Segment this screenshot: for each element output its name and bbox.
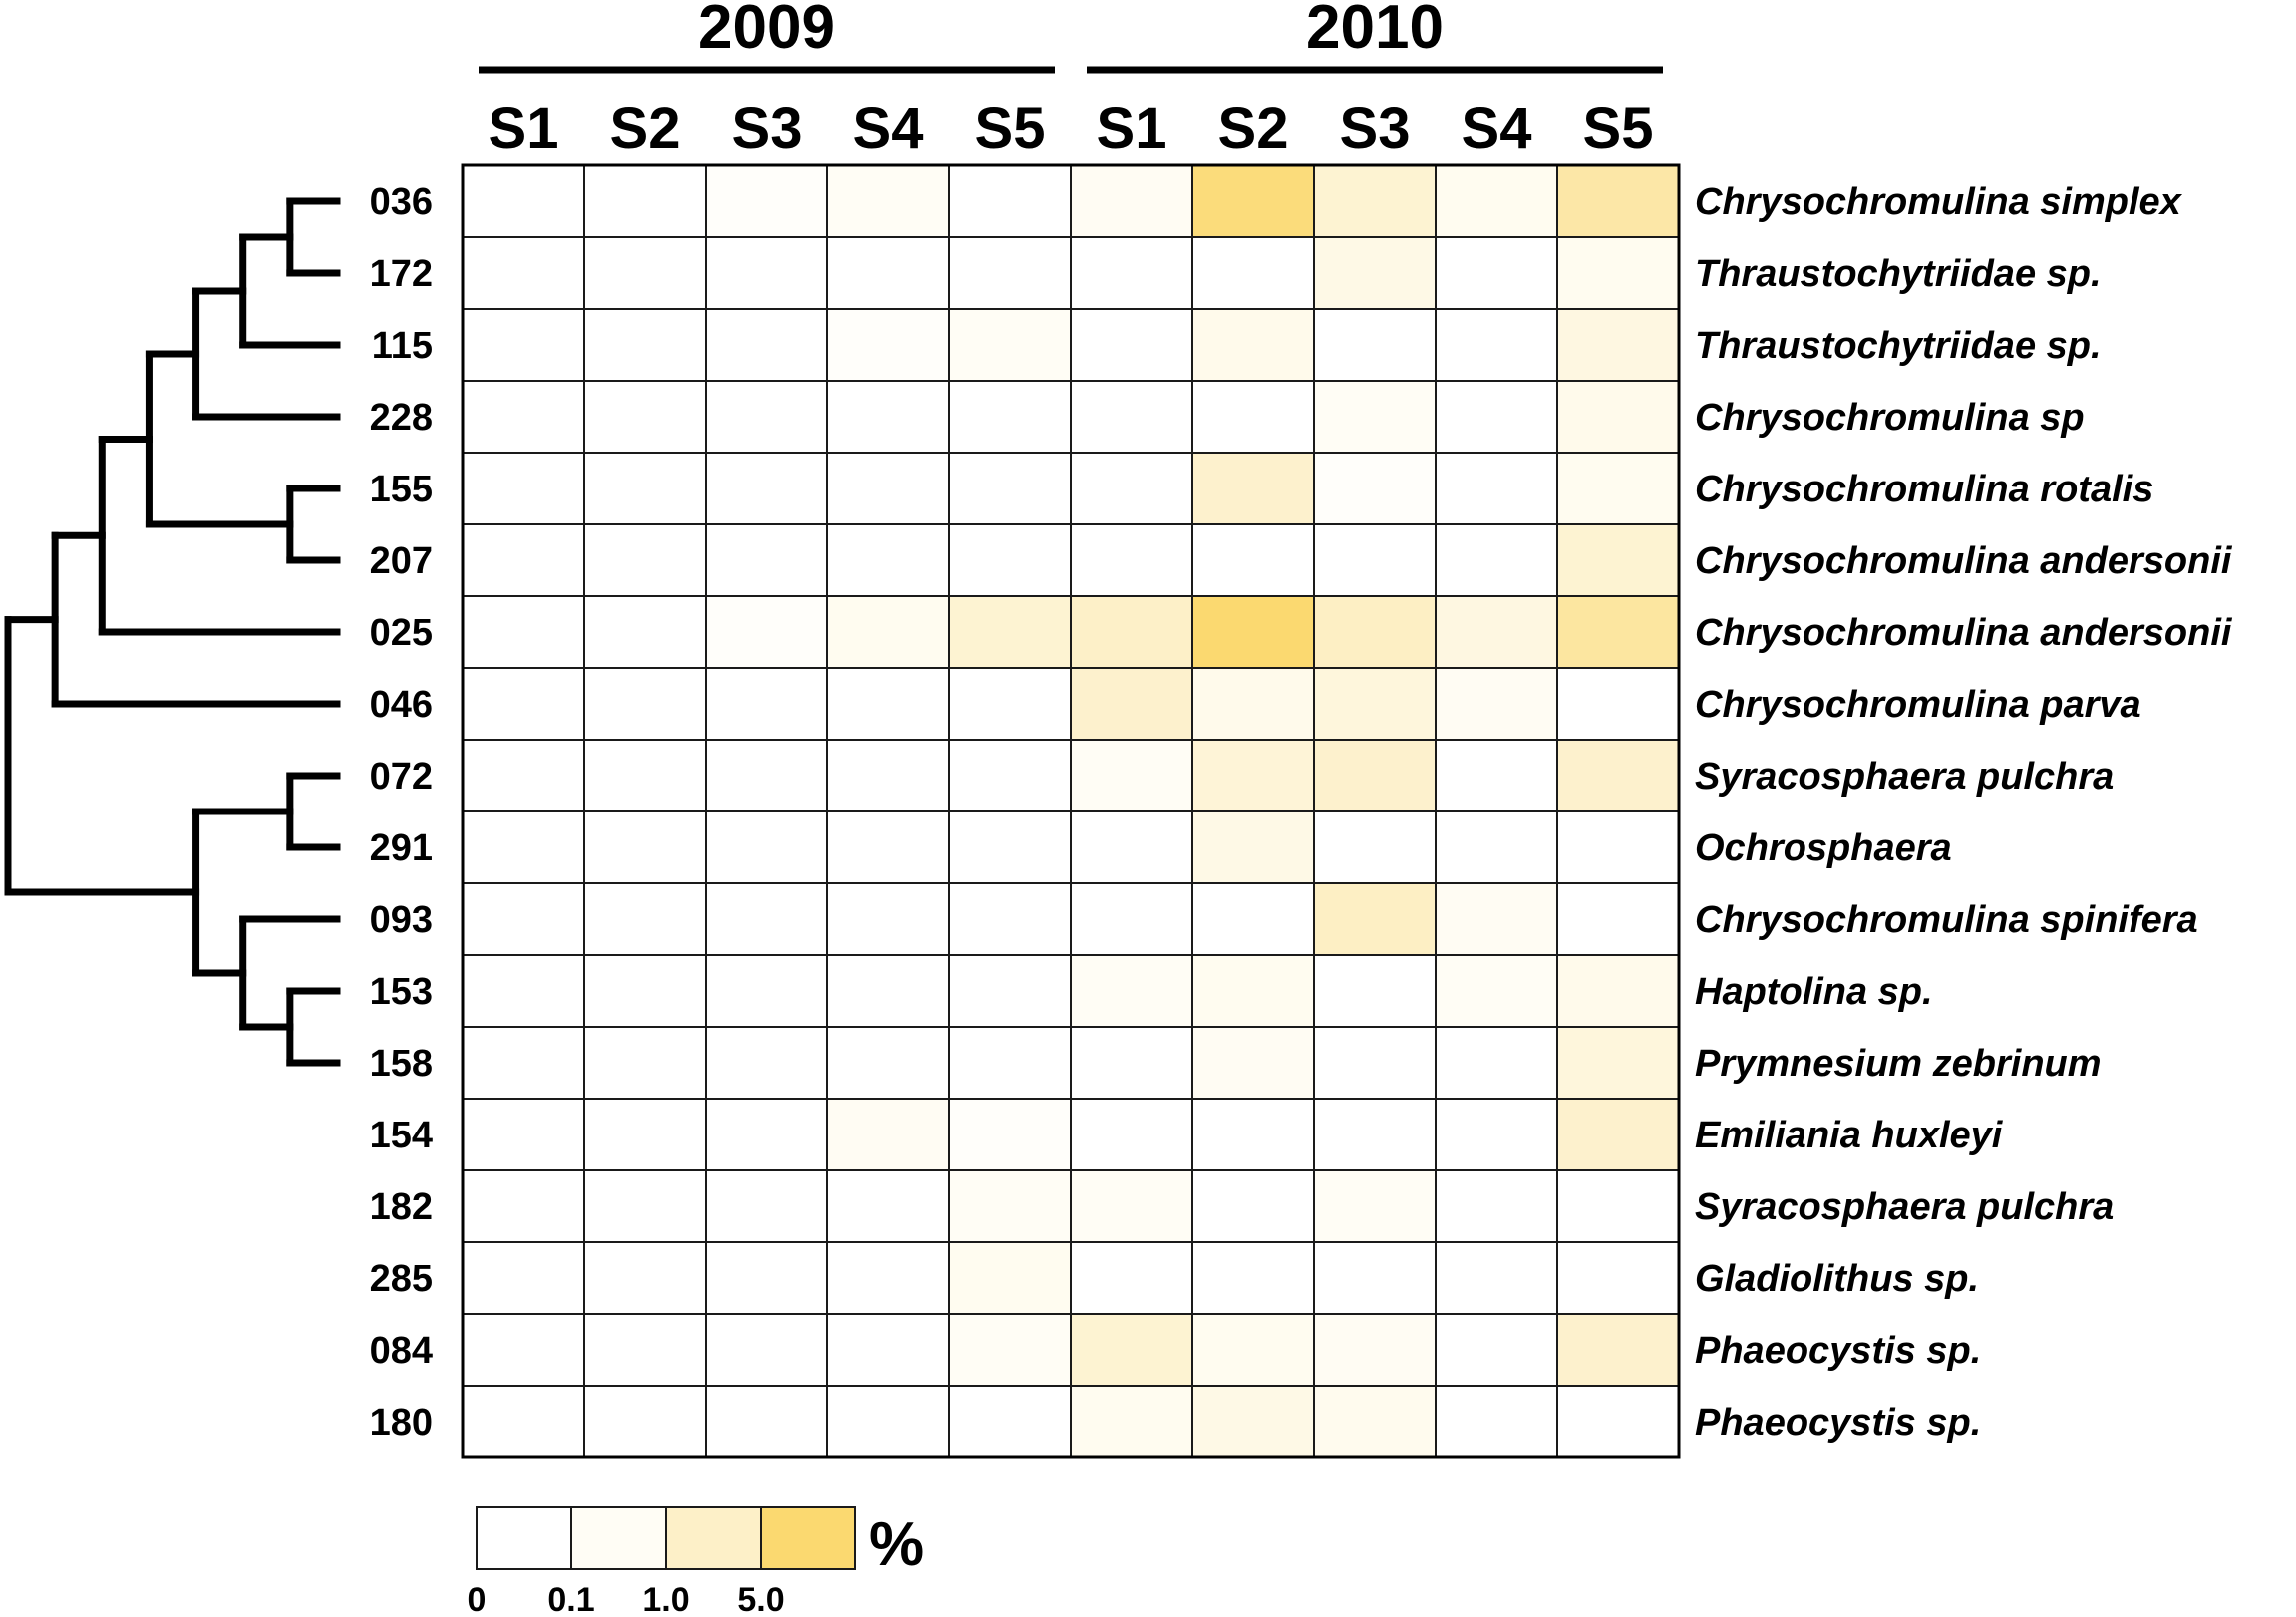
species-label-155: Chrysochromulina rotalis — [1695, 469, 2154, 510]
heatmap-cell-153-5 — [949, 955, 1071, 1027]
heatmap-cell-153-10 — [1557, 955, 1679, 1027]
heatmap-cell-093-5 — [949, 883, 1071, 955]
heatmap-cell-207-9 — [1436, 524, 1557, 596]
heatmap-cell-036-7 — [1192, 165, 1314, 237]
heatmap-cell-182-9 — [1436, 1170, 1557, 1242]
species-label-180: Phaeocystis sp. — [1695, 1402, 1982, 1444]
species-label-025: Chrysochromulina andersonii — [1695, 612, 2232, 654]
heatmap-cell-180-5 — [949, 1386, 1071, 1457]
column-label-2009-S1: S1 — [488, 96, 559, 161]
heatmap-cell-172-8 — [1314, 237, 1436, 309]
heatmap-cell-046-2 — [584, 668, 706, 740]
heatmap-cell-115-8 — [1314, 309, 1436, 381]
heatmap-cell-153-2 — [584, 955, 706, 1027]
heatmap-cell-155-5 — [949, 453, 1071, 524]
heatmap-cell-072-7 — [1192, 740, 1314, 811]
heatmap-cell-228-5 — [949, 381, 1071, 453]
heatmap-cell-155-7 — [1192, 453, 1314, 524]
heatmap-cell-207-7 — [1192, 524, 1314, 596]
heatmap-cell-025-6 — [1071, 596, 1192, 668]
heatmap-cell-182-4 — [827, 1170, 949, 1242]
heatmap-cell-291-3 — [706, 811, 827, 883]
heatmap-cell-285-9 — [1436, 1242, 1557, 1314]
heatmap-cell-025-4 — [827, 596, 949, 668]
heatmap-cell-228-6 — [1071, 381, 1192, 453]
heatmap-cell-153-9 — [1436, 955, 1557, 1027]
species-label-228: Chrysochromulina sp — [1695, 397, 2085, 439]
legend-tick-0: 0 — [467, 1581, 487, 1617]
color-legend — [468, 1507, 925, 1617]
heatmap-cell-084-2 — [584, 1314, 706, 1386]
heatmap-cell-115-10 — [1557, 309, 1679, 381]
heatmap-cell-207-8 — [1314, 524, 1436, 596]
heatmap-cell-180-3 — [706, 1386, 827, 1457]
heatmap-cell-155-2 — [584, 453, 706, 524]
column-label-2010-S5: S5 — [1582, 96, 1654, 161]
heatmap-cell-154-10 — [1557, 1099, 1679, 1170]
heatmap-cell-036-6 — [1071, 165, 1192, 237]
legend-swatch-0 — [477, 1507, 571, 1569]
otu-label-154: 154 — [369, 1115, 433, 1156]
heatmap-cell-153-7 — [1192, 955, 1314, 1027]
heatmap-cell-182-2 — [584, 1170, 706, 1242]
heatmap-cell-158-4 — [827, 1027, 949, 1099]
heatmap-cell-036-2 — [584, 165, 706, 237]
heatmap-cell-172-1 — [463, 237, 584, 309]
heatmap-cell-084-9 — [1436, 1314, 1557, 1386]
otu-label-158: 158 — [369, 1043, 433, 1085]
otu-label-180: 180 — [369, 1402, 433, 1444]
heatmap-cell-285-8 — [1314, 1242, 1436, 1314]
species-label-072: Syracosphaera pulchra — [1695, 756, 2115, 798]
heatmap-cell-172-9 — [1436, 237, 1557, 309]
heatmap-cell-115-4 — [827, 309, 949, 381]
heatmap-cell-228-3 — [706, 381, 827, 453]
heatmap-cell-155-1 — [463, 453, 584, 524]
otu-label-072: 072 — [369, 756, 433, 798]
heatmap-cell-036-8 — [1314, 165, 1436, 237]
species-label-154: Emiliania huxleyi — [1695, 1115, 2003, 1156]
heatmap-cell-182-6 — [1071, 1170, 1192, 1242]
otu-label-153: 153 — [369, 971, 433, 1013]
species-label-153: Haptolina sp. — [1695, 971, 1933, 1013]
dendrogram — [8, 201, 337, 1063]
heatmap-cell-154-6 — [1071, 1099, 1192, 1170]
otu-label-084: 084 — [369, 1330, 433, 1372]
heatmap-cell-153-3 — [706, 955, 827, 1027]
heatmap-cell-072-2 — [584, 740, 706, 811]
heatmap-cell-158-8 — [1314, 1027, 1436, 1099]
heatmap-cell-158-5 — [949, 1027, 1071, 1099]
heatmap-cell-154-1 — [463, 1099, 584, 1170]
heatmap-cell-180-7 — [1192, 1386, 1314, 1457]
heatmap-cell-025-9 — [1436, 596, 1557, 668]
heatmap-cell-207-4 — [827, 524, 949, 596]
legend-swatch-2 — [666, 1507, 761, 1569]
species-label-158: Prymnesium zebrinum — [1695, 1043, 2102, 1085]
otu-label-285: 285 — [369, 1258, 433, 1300]
heatmap-cell-182-7 — [1192, 1170, 1314, 1242]
species-label-115: Thraustochytriidae sp. — [1695, 325, 2102, 367]
heatmap-cell-182-8 — [1314, 1170, 1436, 1242]
otu-label-046: 046 — [369, 684, 433, 726]
heatmap-cell-155-10 — [1557, 453, 1679, 524]
heatmap-cell-172-7 — [1192, 237, 1314, 309]
heatmap-cell-036-9 — [1436, 165, 1557, 237]
heatmap-cell-154-7 — [1192, 1099, 1314, 1170]
heatmap-cell-093-2 — [584, 883, 706, 955]
heatmap-cell-093-9 — [1436, 883, 1557, 955]
heatmap-cell-036-5 — [949, 165, 1071, 237]
heatmap-cell-154-9 — [1436, 1099, 1557, 1170]
heatmap-cell-207-6 — [1071, 524, 1192, 596]
heatmap-cell-046-8 — [1314, 668, 1436, 740]
heatmap-cell-180-10 — [1557, 1386, 1679, 1457]
heatmap-cell-025-5 — [949, 596, 1071, 668]
heatmap-cell-172-3 — [706, 237, 827, 309]
heatmap-cell-093-4 — [827, 883, 949, 955]
heatmap-cell-291-2 — [584, 811, 706, 883]
heatmap-cell-154-8 — [1314, 1099, 1436, 1170]
heatmap-cell-046-7 — [1192, 668, 1314, 740]
heatmap-cell-180-8 — [1314, 1386, 1436, 1457]
species-label-093: Chrysochromulina spinifera — [1695, 899, 2198, 941]
heatmap-cell-285-10 — [1557, 1242, 1679, 1314]
heatmap-cell-025-7 — [1192, 596, 1314, 668]
species-label-172: Thraustochytriidae sp. — [1695, 253, 2102, 295]
heatmap-cell-207-10 — [1557, 524, 1679, 596]
heatmap-cell-025-3 — [706, 596, 827, 668]
column-label-2010-S1: S1 — [1096, 96, 1167, 161]
otu-label-172: 172 — [369, 253, 433, 295]
heatmap-cell-046-4 — [827, 668, 949, 740]
heatmap-cell-115-7 — [1192, 309, 1314, 381]
heatmap-cell-228-8 — [1314, 381, 1436, 453]
heatmap-cell-084-3 — [706, 1314, 827, 1386]
otu-label-093: 093 — [369, 899, 433, 941]
otu-label-025: 025 — [369, 612, 433, 654]
heatmap-cell-182-5 — [949, 1170, 1071, 1242]
heatmap-cell-084-5 — [949, 1314, 1071, 1386]
heatmap-cell-036-1 — [463, 165, 584, 237]
heatmap-cell-228-7 — [1192, 381, 1314, 453]
legend-swatch-1 — [571, 1507, 666, 1569]
heatmap-cell-115-6 — [1071, 309, 1192, 381]
heatmap-cell-115-5 — [949, 309, 1071, 381]
heatmap-cell-158-7 — [1192, 1027, 1314, 1099]
heatmap-cell-084-10 — [1557, 1314, 1679, 1386]
heatmap-grid — [463, 165, 1679, 1457]
year-label-2009: 2009 — [698, 0, 835, 62]
heatmap-cell-158-3 — [706, 1027, 827, 1099]
heatmap-cell-072-1 — [463, 740, 584, 811]
heatmap-cell-207-2 — [584, 524, 706, 596]
otu-label-207: 207 — [369, 540, 433, 582]
heatmap-cell-228-10 — [1557, 381, 1679, 453]
column-label-2009-S3: S3 — [731, 96, 803, 161]
heatmap-cell-158-2 — [584, 1027, 706, 1099]
heatmap-cell-155-4 — [827, 453, 949, 524]
otu-label-115: 115 — [371, 325, 433, 367]
heatmap-cell-207-5 — [949, 524, 1071, 596]
species-label-046: Chrysochromulina parva — [1695, 684, 2141, 726]
heatmap-cell-046-10 — [1557, 668, 1679, 740]
heatmap-cell-046-1 — [463, 668, 584, 740]
heatmap-cell-072-6 — [1071, 740, 1192, 811]
heatmap-cell-158-9 — [1436, 1027, 1557, 1099]
heatmap-cell-093-8 — [1314, 883, 1436, 955]
heatmap-cell-025-1 — [463, 596, 584, 668]
heatmap-cell-285-6 — [1071, 1242, 1192, 1314]
otu-label-182: 182 — [369, 1186, 433, 1228]
heatmap-cell-155-9 — [1436, 453, 1557, 524]
heatmap-cell-285-4 — [827, 1242, 949, 1314]
species-label-207: Chrysochromulina andersonii — [1695, 540, 2232, 582]
heatmap-cell-228-9 — [1436, 381, 1557, 453]
heatmap-cell-182-1 — [463, 1170, 584, 1242]
species-label-084: Phaeocystis sp. — [1695, 1330, 1982, 1372]
heatmap-cell-172-2 — [584, 237, 706, 309]
heatmap-cell-180-1 — [463, 1386, 584, 1457]
heatmap-cell-155-6 — [1071, 453, 1192, 524]
heatmap-cell-154-3 — [706, 1099, 827, 1170]
species-label-182: Syracosphaera pulchra — [1695, 1186, 2115, 1228]
heatmap-cell-207-3 — [706, 524, 827, 596]
heatmap-cell-093-7 — [1192, 883, 1314, 955]
legend-tick-1: 0.1 — [547, 1581, 595, 1617]
heatmap-cell-180-9 — [1436, 1386, 1557, 1457]
otu-label-291: 291 — [369, 827, 433, 869]
heatmap-cell-291-8 — [1314, 811, 1436, 883]
heatmap-cell-291-9 — [1436, 811, 1557, 883]
column-label-2009-S2: S2 — [609, 96, 681, 161]
heatmap-cell-072-5 — [949, 740, 1071, 811]
heatmap-cell-093-1 — [463, 883, 584, 955]
heatmap-cell-291-1 — [463, 811, 584, 883]
heatmap-cell-228-4 — [827, 381, 949, 453]
heatmap-cell-084-4 — [827, 1314, 949, 1386]
heatmap-cell-285-5 — [949, 1242, 1071, 1314]
heatmap-cell-036-4 — [827, 165, 949, 237]
species-label-036: Chrysochromulina simplex — [1695, 181, 2181, 223]
otu-label-155: 155 — [369, 469, 433, 510]
heatmap-cell-046-6 — [1071, 668, 1192, 740]
heatmap-cell-291-10 — [1557, 811, 1679, 883]
otu-label-228: 228 — [369, 397, 433, 439]
heatmap-cell-228-2 — [584, 381, 706, 453]
heatmap-cell-084-7 — [1192, 1314, 1314, 1386]
heatmap-cell-285-1 — [463, 1242, 584, 1314]
heatmap-cell-158-1 — [463, 1027, 584, 1099]
column-header — [479, 0, 1663, 161]
heatmap-cell-180-6 — [1071, 1386, 1192, 1457]
heatmap-cell-154-2 — [584, 1099, 706, 1170]
column-label-2010-S2: S2 — [1217, 96, 1289, 161]
heatmap-cell-180-2 — [584, 1386, 706, 1457]
otu-label-036: 036 — [369, 181, 433, 223]
heatmap-cell-093-6 — [1071, 883, 1192, 955]
heatmap-cell-153-8 — [1314, 955, 1436, 1027]
heatmap-cell-155-3 — [706, 453, 827, 524]
heatmap-cell-154-4 — [827, 1099, 949, 1170]
heatmap-cell-180-4 — [827, 1386, 949, 1457]
heatmap-cell-153-4 — [827, 955, 949, 1027]
heatmap-cell-093-10 — [1557, 883, 1679, 955]
heatmap-cell-025-2 — [584, 596, 706, 668]
heatmap-cell-158-6 — [1071, 1027, 1192, 1099]
heatmap-cell-172-6 — [1071, 237, 1192, 309]
heatmap-cell-084-1 — [463, 1314, 584, 1386]
heatmap-cell-172-5 — [949, 237, 1071, 309]
column-label-2009-S4: S4 — [852, 96, 924, 161]
heatmap-cell-115-9 — [1436, 309, 1557, 381]
heatmap-cell-291-5 — [949, 811, 1071, 883]
heatmap-cell-228-1 — [463, 381, 584, 453]
heatmap-cell-046-5 — [949, 668, 1071, 740]
heatmap-cell-158-10 — [1557, 1027, 1679, 1099]
legend-swatch-3 — [761, 1507, 855, 1569]
heatmap-cell-285-2 — [584, 1242, 706, 1314]
heatmap-cell-084-8 — [1314, 1314, 1436, 1386]
heatmap-cell-285-3 — [706, 1242, 827, 1314]
heatmap-cell-036-3 — [706, 165, 827, 237]
heatmap-cell-182-3 — [706, 1170, 827, 1242]
column-label-2009-S5: S5 — [974, 96, 1046, 161]
column-label-2010-S4: S4 — [1461, 96, 1532, 161]
legend-tick-3: 5.0 — [737, 1581, 785, 1617]
heatmap-cell-115-1 — [463, 309, 584, 381]
heatmap-cell-072-4 — [827, 740, 949, 811]
heatmap-cell-291-7 — [1192, 811, 1314, 883]
legend-unit-label: % — [869, 1510, 925, 1579]
species-label-291: Ochrosphaera — [1695, 827, 1952, 869]
heatmap-cell-093-3 — [706, 883, 827, 955]
heatmap-cell-072-10 — [1557, 740, 1679, 811]
heatmap-cell-025-10 — [1557, 596, 1679, 668]
heatmap-cell-291-4 — [827, 811, 949, 883]
heatmap-cell-072-3 — [706, 740, 827, 811]
legend-tick-2: 1.0 — [642, 1581, 690, 1617]
heatmap-cell-172-10 — [1557, 237, 1679, 309]
heatmap-cell-025-8 — [1314, 596, 1436, 668]
heatmap-cell-072-8 — [1314, 740, 1436, 811]
heatmap-cell-072-9 — [1436, 740, 1557, 811]
heatmap-cell-115-3 — [706, 309, 827, 381]
species-label-285: Gladiolithus sp. — [1695, 1258, 1980, 1300]
heatmap-cell-154-5 — [949, 1099, 1071, 1170]
heatmap-cell-153-1 — [463, 955, 584, 1027]
heatmap-cell-207-1 — [463, 524, 584, 596]
heatmap-cell-036-10 — [1557, 165, 1679, 237]
column-label-2010-S3: S3 — [1339, 96, 1411, 161]
heatmap-cell-153-6 — [1071, 955, 1192, 1027]
heatmap-cell-084-6 — [1071, 1314, 1192, 1386]
heatmap-cell-291-6 — [1071, 811, 1192, 883]
heatmap-cell-172-4 — [827, 237, 949, 309]
heatmap-cell-285-7 — [1192, 1242, 1314, 1314]
year-label-2010: 2010 — [1306, 0, 1444, 62]
heatmap-cell-046-3 — [706, 668, 827, 740]
heatmap-cell-046-9 — [1436, 668, 1557, 740]
heatmap-cell-155-8 — [1314, 453, 1436, 524]
heatmap-cell-182-10 — [1557, 1170, 1679, 1242]
heatmap-cell-115-2 — [584, 309, 706, 381]
